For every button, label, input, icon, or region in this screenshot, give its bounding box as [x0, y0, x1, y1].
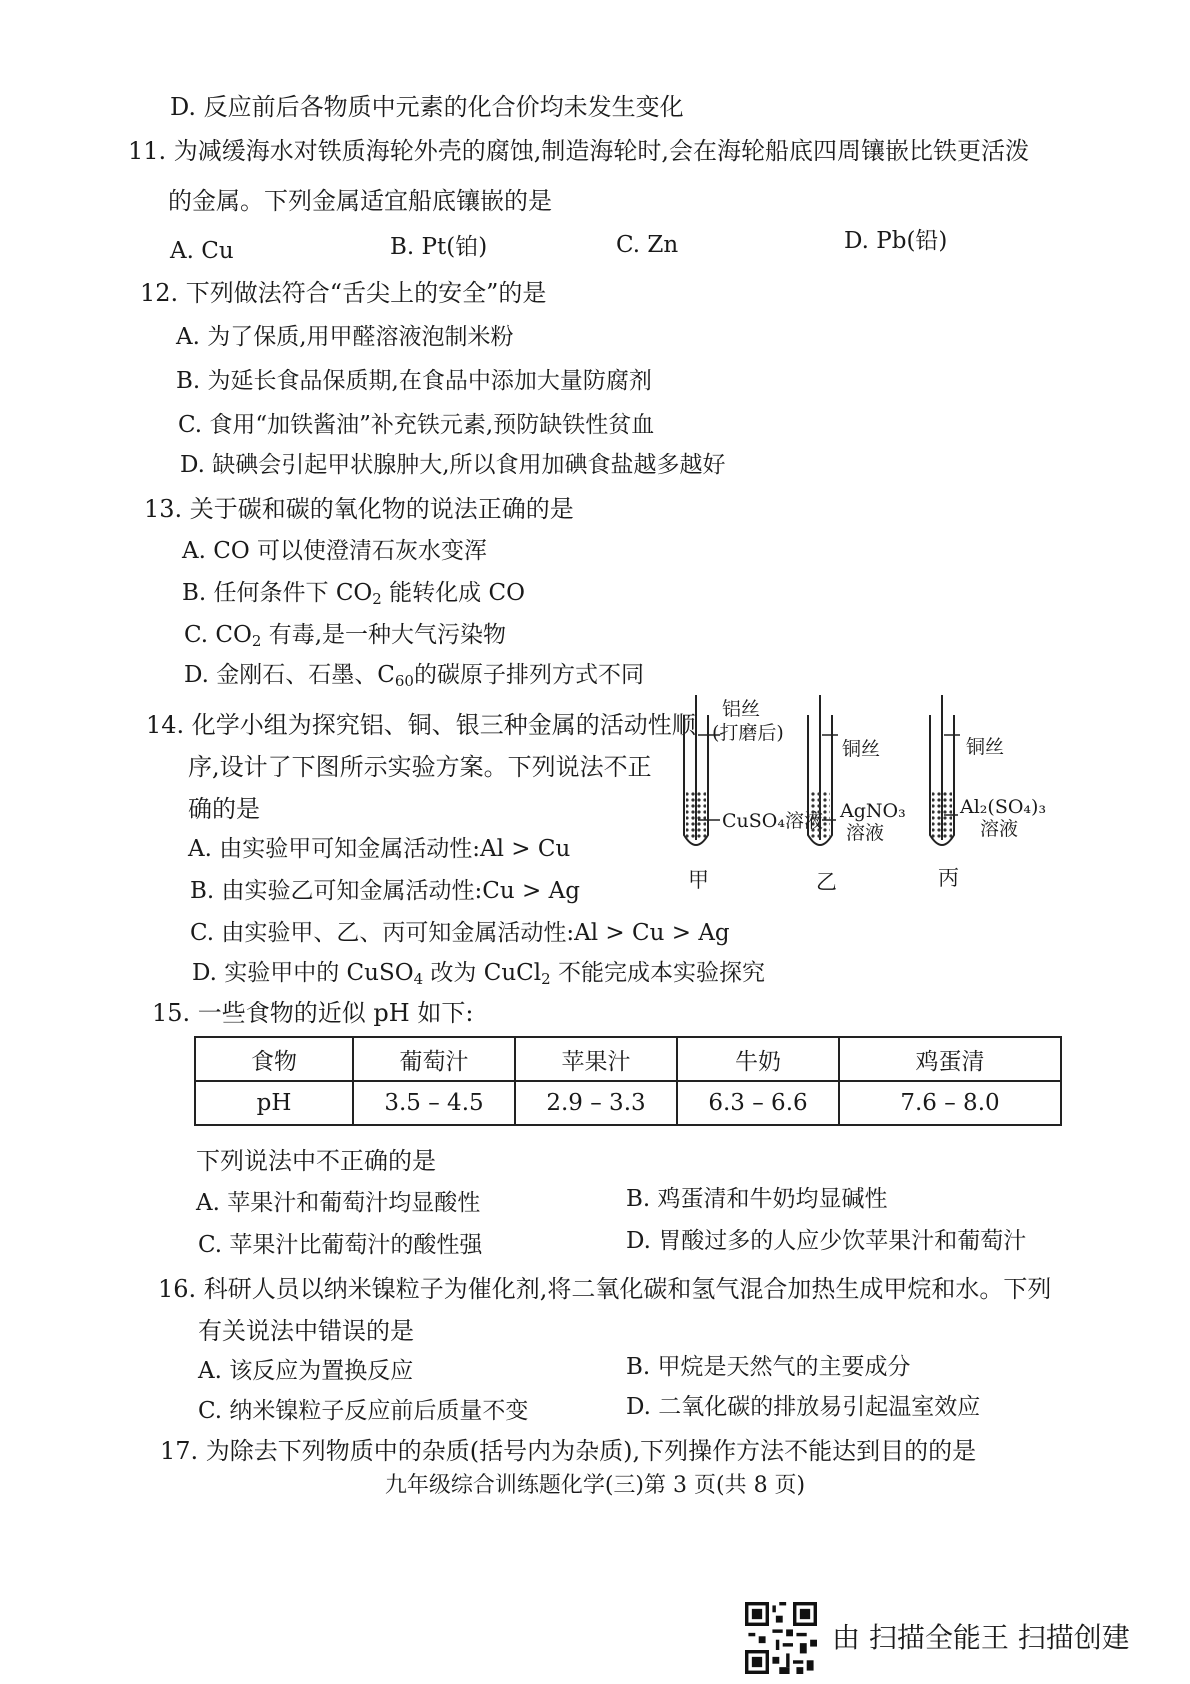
q14-option-a: A. 由实验甲可知金属活动性:Al > Cu: [188, 836, 571, 862]
q11-stem-line1: 11. 为减缓海水对铁质海轮外壳的腐蚀,制造海轮时,会在海轮船底四周镶嵌比铁更活泼: [128, 137, 1030, 165]
tube1-note-label: (打磨后): [712, 722, 784, 744]
q15-stem: 15. 一些食物的近似 pH 如下:: [152, 999, 474, 1027]
tube2-solution-label2: 溶液: [846, 822, 885, 844]
table-cell: 7.6 – 8.0: [839, 1081, 1061, 1125]
q15-option-d: D. 胃酸过多的人应少饮苹果汁和葡萄汁: [626, 1228, 1027, 1254]
q12-option-a: A. 为了保质,用甲醛溶液泡制米粉: [176, 324, 514, 350]
scanner-watermark: 由 扫描全能王 扫描创建: [832, 1621, 1130, 1654]
q15-option-b: B. 鸡蛋清和牛奶均显碱性: [626, 1186, 888, 1212]
test-tube-3: [930, 695, 960, 845]
table-cell: 3.5 – 4.5: [353, 1081, 515, 1125]
table-cell: 牛奶: [677, 1037, 839, 1081]
q15-option-c: C. 苹果汁比葡萄汁的酸性强: [198, 1232, 483, 1258]
q14-option-c: C. 由实验甲、乙、丙可知金属活动性:Al > Cu > Ag: [190, 920, 730, 946]
q15-option-a: A. 苹果汁和葡萄汁均显酸性: [196, 1190, 481, 1216]
tube3-wire-label: 铜丝: [966, 736, 1005, 758]
tube3-caption: 丙: [938, 866, 959, 890]
tube2-wire-label: 铜丝: [842, 738, 881, 760]
tube1-wire-label: 铝丝: [722, 698, 761, 720]
q11-stem-line2: 的金属。下列金属适宜船底镶嵌的是: [168, 187, 552, 215]
ph-table: [194, 1036, 1062, 1126]
q14-stem-line3: 确的是: [188, 795, 260, 823]
q13-option-a: A. CO 可以使澄清石灰水变浑: [182, 538, 487, 564]
q12-option-d: D. 缺碘会引起甲状腺肿大,所以食用加碘食盐越多越好: [180, 452, 726, 478]
q11-option-d: D. Pb(铅): [844, 228, 948, 254]
q11-option-b: B. Pt(铂): [390, 234, 488, 260]
q15-question: 下列说法中不正确的是: [196, 1147, 436, 1175]
q13-option-c: C. $CO_2$ 有毒,是一种大气污染物: [184, 622, 507, 650]
tube1-solution-label: CuSO₄溶液: [722, 810, 823, 832]
tube1-caption: 甲: [688, 868, 709, 892]
q14-stem-line2: 序,设计了下图所示实验方案。下列说法不正: [188, 753, 652, 781]
q14-option-d: D. 实验甲中的 CuSO$_4$ 改为 CuCl$_2$ 不能完成本实验探究: [192, 960, 765, 988]
q16-option-c: C. 纳米镍粒子反应前后质量不变: [198, 1398, 529, 1424]
q12-option-b: B. 为延长食品保质期,在食品中添加大量防腐剂: [176, 368, 652, 394]
tube2-caption: 乙: [816, 870, 837, 894]
q16-option-b: B. 甲烷是天然气的主要成分: [626, 1354, 911, 1380]
q17-stem: 17. 为除去下列物质中的杂质(括号内为杂质),下列操作方法不能达到目的的是: [160, 1437, 977, 1465]
table-cell: 葡萄汁: [353, 1037, 515, 1081]
q16-stem-line2: 有关说法中错误的是: [198, 1317, 414, 1345]
q12-stem: 12. 下列做法符合“舌尖上的安全”的是: [140, 279, 547, 307]
q14-stem-line1: 14. 化学小组为探究铝、铜、银三种金属的活动性顺: [146, 711, 696, 739]
qr-code-icon: [745, 1602, 817, 1674]
table-cell: 苹果汁: [515, 1037, 677, 1081]
q13-option-d: D. 金刚石、石墨、$C_{60}$的碳原子排列方式不同: [184, 662, 644, 690]
table-cell: 2.9 – 3.3: [515, 1081, 677, 1125]
table-cell: 6.3 – 6.6: [677, 1081, 839, 1125]
table-header-row: [195, 1037, 1061, 1081]
test-tube-1: [684, 695, 720, 845]
q14-option-b: B. 由实验乙可知金属活动性:Cu > Ag: [190, 878, 580, 904]
table-row: [195, 1081, 1061, 1125]
q16-option-d: D. 二氧化碳的排放易引起温室效应: [626, 1394, 981, 1420]
q11-option-c: C. Zn: [616, 232, 679, 258]
table-cell: 鸡蛋清: [839, 1037, 1061, 1081]
q11-option-a: A. Cu: [170, 238, 234, 264]
q16-stem-line1: 16. 科研人员以纳米镍粒子为催化剂,将二氧化碳和氢气混合加热生成甲烷和水。下列: [158, 1275, 1052, 1303]
page-footer: 九年级综合训练题化学(三)第 3 页(共 8 页): [384, 1473, 806, 1498]
tube3-solution-label2: 溶液: [980, 818, 1019, 840]
q10-option-d: D. 反应前后各物质中元素的化合价均未发生变化: [170, 93, 684, 121]
table-cell: pH: [195, 1081, 353, 1125]
q13-option-b: B. 任何条件下 $CO_2$ 能转化成 CO: [182, 580, 525, 608]
table-cell: 食物: [195, 1037, 353, 1081]
q12-option-c: C. 食用“加铁酱油”补充铁元素,预防缺铁性贫血: [178, 412, 655, 438]
q16-option-a: A. 该反应为置换反应: [198, 1358, 414, 1384]
q13-stem: 13. 关于碳和碳的氧化物的说法正确的是: [144, 495, 574, 523]
tube2-solution-label1: AgNO₃: [840, 800, 906, 822]
tube3-solution-label1: Al₂(SO₄)₃: [960, 796, 1047, 818]
